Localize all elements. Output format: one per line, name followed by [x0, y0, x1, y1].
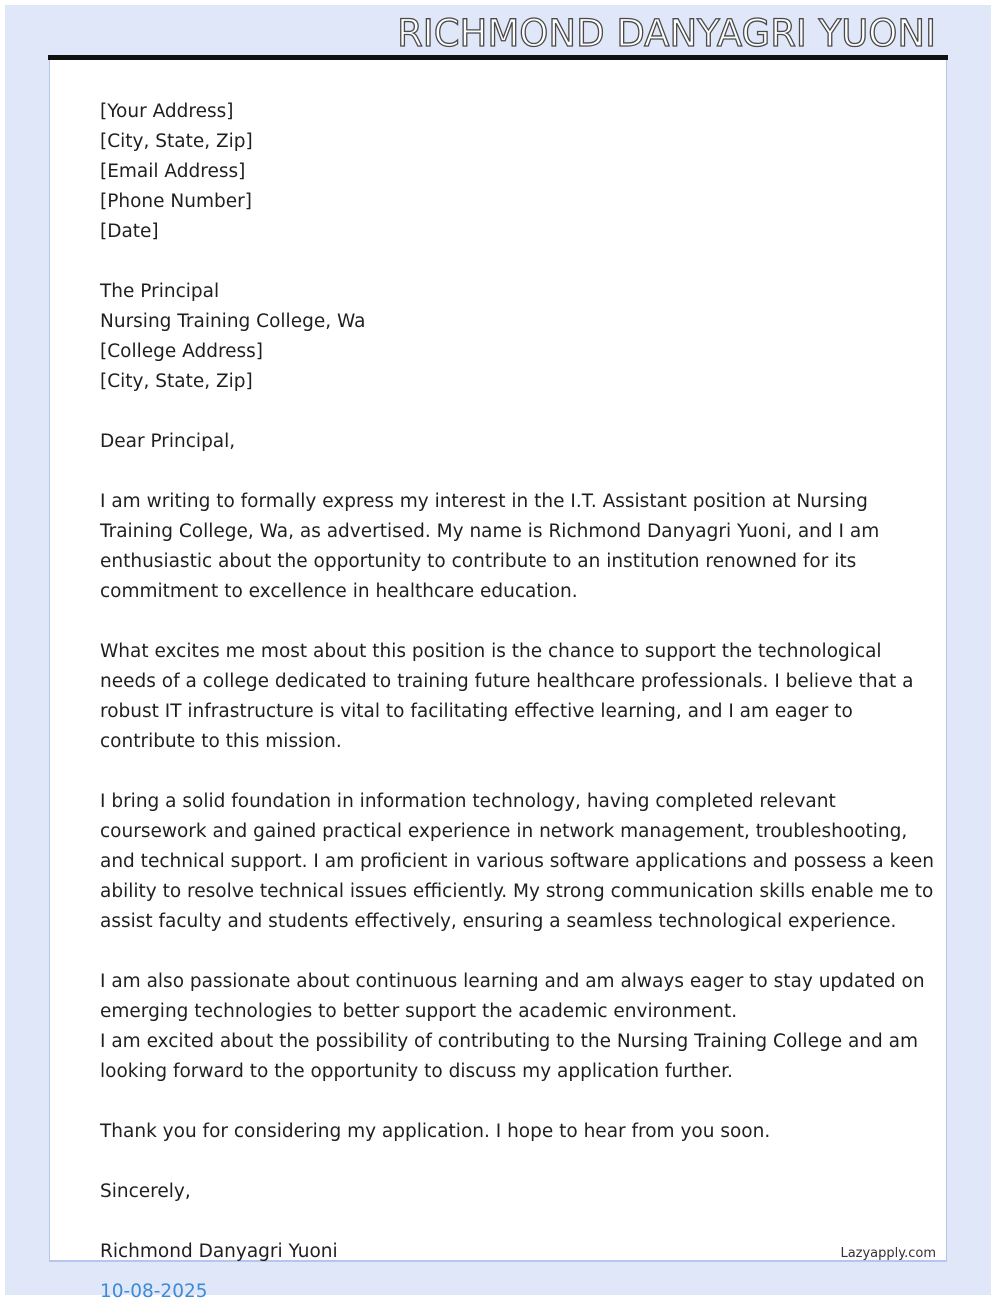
letter-body [100, 97, 934, 1267]
paragraph-2-line: contribute to this mission. [100, 731, 342, 752]
paragraph-1-line: I am writing to formally express my interest in the I.T. Assistant position at Nursing [100, 491, 868, 512]
header-rule [48, 55, 948, 60]
paragraph-3-line: ability to resolve technical issues efficiently. My strong communication skills enable me to [100, 881, 934, 902]
paragraph-3-line: and technical support. I am proficient in various software applications and possess a keen [100, 851, 934, 872]
paragraph-4-line: emerging technologies to better support the academic environment. [100, 1001, 738, 1022]
paragraph-5-line: looking forward to the opportunity to discuss my application further. [100, 1061, 733, 1082]
paragraph-1-line: commitment to excellence in healthcare education. [100, 581, 578, 602]
salutation: Dear Principal, [100, 431, 236, 452]
paragraph-1-line: enthusiastic about the opportunity to contribute to an institution renowned for its [100, 551, 857, 572]
recipient-address: [College Address] [100, 341, 264, 362]
paragraph-6-line: Thank you for considering my application. I hope to hear from you soon. [100, 1121, 771, 1142]
paragraph-2-line: robust IT infrastructure is vital to facilitating effective learning, and I am eager to [100, 701, 853, 722]
recipient-institution: Nursing Training College, Wa [100, 311, 366, 332]
recipient-title: The Principal [100, 281, 220, 302]
paragraph-2-line: needs of a college dedicated to training future healthcare professionals. I believe that a [100, 671, 914, 692]
recipient-city-state-zip: [City, State, Zip] [100, 371, 253, 392]
paragraph-5-line: I am excited about the possibility of contributing to the Nursing Training College and am [100, 1031, 919, 1052]
sender-address: [Your Address] [100, 101, 234, 122]
watermark: Lazyapply.com [840, 1246, 936, 1261]
sender-email: [Email Address] [100, 161, 246, 182]
paragraph-1-line: Training College, Wa, as advertised. My name is Richmond Danyagri Yuoni, and I am [100, 521, 880, 542]
sender-city-state-zip: [City, State, Zip] [100, 131, 253, 152]
signed-date: 10-08-2025 [100, 1281, 208, 1302]
sender-phone: [Phone Number] [100, 191, 252, 212]
paragraph-3-line: coursework and gained practical experience in network management, troubleshooting, [100, 821, 908, 842]
header-name: RICHMOND DANYAGRI YUONI [397, 12, 936, 55]
closing: Sincerely, [100, 1181, 191, 1202]
paragraph-4-line: I am also passionate about continuous learning and am always eager to stay updated on [100, 971, 925, 992]
paragraph-3-line: assist faculty and students effectively, ensuring a seamless technological experience. [100, 911, 897, 932]
signature: Richmond Danyagri Yuoni [100, 1241, 338, 1262]
sender-date: [Date] [100, 221, 159, 242]
paragraph-2-line: What excites me most about this position is the chance to support the technological [100, 641, 882, 662]
paragraph-3-line: I bring a solid foundation in information technology, having completed relevant [100, 791, 836, 812]
